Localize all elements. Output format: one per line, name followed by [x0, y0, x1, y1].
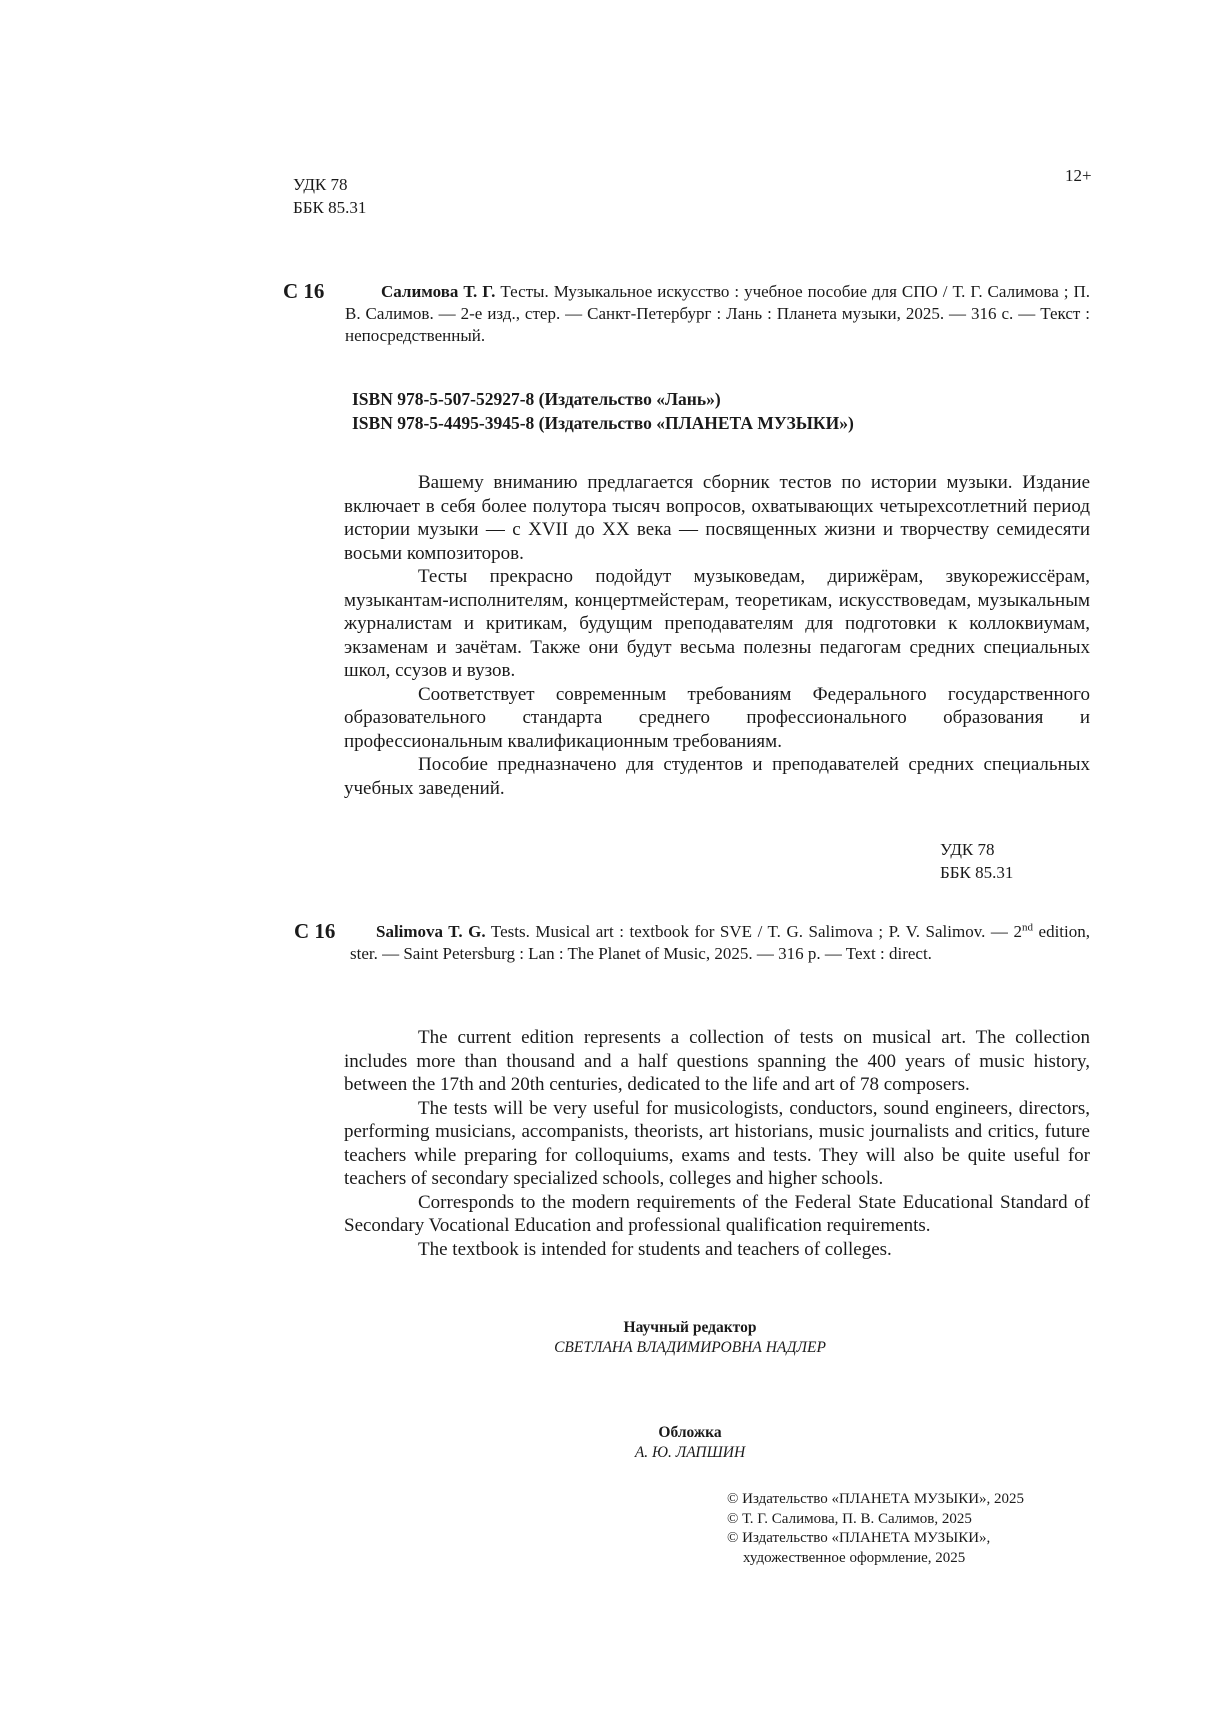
abstract-en: [344, 1026, 1090, 1261]
isbn-line: ISBN 978-5-4495-3945-8 (Издательство «ПЛАНЕТА МУЗЫКИ»): [352, 413, 854, 433]
description-en-part1: Tests. Musical art : textbook for SVE / T. G. Salimova ; P. V. Salimov. — 2: [490, 922, 1022, 941]
bbk-code: ББК 85.31: [293, 198, 367, 217]
copyright-block: [727, 1490, 1024, 1568]
isbn-line: ISBN 978-5-507-52927-8 (Издательство «Лань»): [352, 389, 721, 409]
classification-mid: [940, 838, 1013, 884]
udk-code: УДК 78: [940, 840, 995, 859]
author-mark-ru: С 16: [283, 279, 325, 303]
isbn-block: [352, 387, 854, 435]
abstract-paragraph: Тесты прекрасно подойдут музыковедам, дирижёрам, звукорежиссёрам, музыкантам-исполнителям, концертмейстерам, теоретикам, искусствоведам, музыкальным журналистам и критикам, будущим преподавателям для подготовки к коллоквиумам, экзаменам и зачётам. Также они будут весьма полезны педагогам средних специальных школ, ссузов и вузов.: [344, 566, 1090, 681]
copyright-line: художественное оформление, 2025: [743, 1549, 966, 1566]
abstract-paragraph: Corresponds to the modern requirements of the Federal State Educational Standard of Secondary Vocational Education and professional qualification requirements.: [344, 1191, 1090, 1236]
author-en: Salimova T. G.: [376, 922, 486, 941]
abstract-paragraph: Пособие предназначено для студентов и преподавателей средних специальных учебных заведений.: [344, 754, 1090, 799]
abstract-paragraph: Соответствует современным требованиям Федерального государственного образовательного стандарта среднего профессионального образования и профессиональным квалификационным требованиям.: [344, 683, 1090, 752]
abstract-paragraph: Вашему вниманию предлагается сборник тестов по истории музыки. Издание включает в себя более полутора тысяч вопросов, охватывающих четырехсотлетний период истории музыки — с XVII до XX века — посвященных жизни и творчеству семидесяти восьми композиторов.: [344, 472, 1090, 564]
description-en-part2: edition, ster. — Saint Petersburg : Lan : The Planet of Music, 2025. — 316 p. — Text : direct.: [350, 922, 1091, 963]
copyright-line: © Издательство «ПЛАНЕТА МУЗЫКИ», 2025: [727, 1491, 1025, 1507]
cover-role: Обложка: [658, 1424, 722, 1441]
bbk-code: ББК 85.31: [940, 863, 1014, 882]
editor-name: СВЕТЛАНА ВЛАДИМИРОВНА НАДЛЕР: [554, 1339, 826, 1356]
copyright-line: © Издательство «ПЛАНЕТА МУЗЫКИ»,: [727, 1530, 991, 1546]
description-ru: Тесты. Музыкальное искусство : учебное пособие для СПО / Т. Г. Салимова ; П. В. Салимов. — 2-е изд., стер. — Санкт-Петербург : Лань : Планета музыки, 2025. — 316 с. — Текст : непосредственный.: [345, 282, 1090, 345]
abstract-paragraph: The tests will be very useful for musicologists, conductors, sound engineers, directors, performing musicians, accompanists, theorists, art historians, music journalists and critics, future teachers while preparing for colloquiums, exams and tests. They will also be quite useful for teachers of secondary specialized schools, colleges and higher schools.: [344, 1097, 1090, 1189]
age-rating: 12+: [1065, 166, 1092, 185]
cover-name: А. Ю. ЛАПШИН: [634, 1444, 746, 1461]
editor-role: Научный редактор: [623, 1319, 757, 1336]
bibliographic-entry-en: [350, 921, 1090, 965]
abstract-ru: [344, 471, 1090, 800]
abstract-paragraph: The current edition represents a collection of tests on musical art. The collection includes more than thousand and a half questions spanning the 400 years of music history, between the 17th and 20th centuries, dedicated to the life and art of 78 composers.: [344, 1027, 1090, 1095]
bibliographic-entry-ru: [345, 281, 1090, 347]
abstract-paragraph: The textbook is intended for students and teachers of colleges.: [418, 1238, 892, 1260]
classification-top: [293, 173, 366, 219]
udk-code: УДК 78: [293, 175, 348, 194]
copyright-line: © Т. Г. Салимова, П. В. Салимов, 2025: [727, 1510, 972, 1527]
author-ru: Салимова Т. Г.: [381, 282, 496, 301]
author-mark-en: C 16: [294, 919, 336, 943]
credit-editor: [500, 1318, 880, 1358]
edition-ordinal: nd: [1021, 921, 1033, 934]
credit-cover: [540, 1423, 840, 1463]
